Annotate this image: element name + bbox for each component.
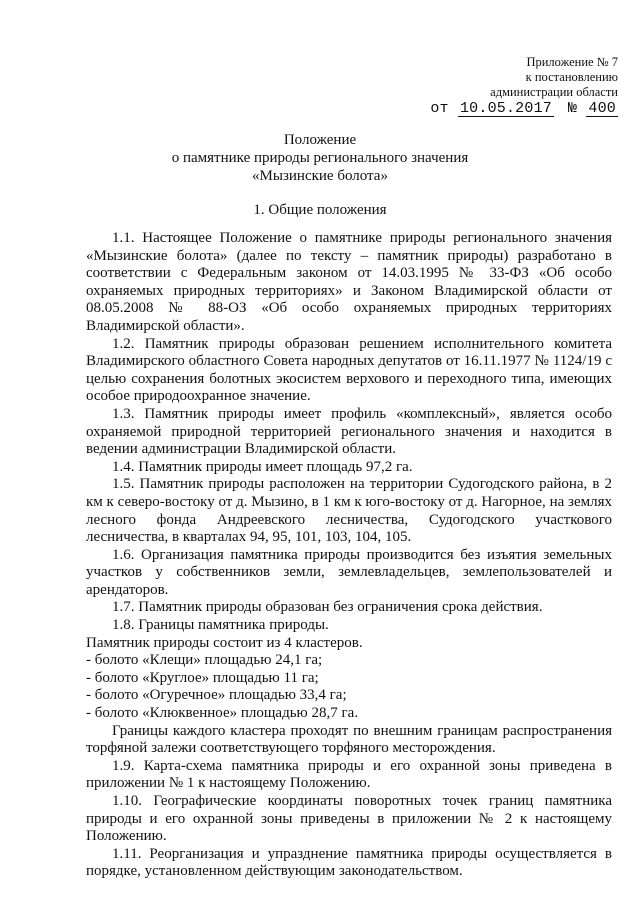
administration-label: администрации области bbox=[490, 85, 618, 99]
paragraph-1-10: 1.10. Географические координаты поворотных точек границ памятника природы и его охранной зоны приведены в приложении № 2 к настоящему Положению. bbox=[86, 793, 612, 845]
resolution-number: 400 bbox=[588, 100, 616, 117]
paragraph-1-6: 1.6. Организация памятника природы производится без изъятия земельных участков у собственников земли, землевладельцев, землепользователей и арендаторов. bbox=[86, 546, 612, 598]
document-subtitle: о памятнике природы регионального значения bbox=[171, 150, 469, 166]
paragraph-1-2: 1.2. Памятник природы образован решением исполнительного комитета Владимирского областного Совета народных депутатов от 16.11.1977 № 1124/19 с целью сохранения болотных экосистем верхового и переходного типа, имеющих особое природоохранное значение. bbox=[86, 335, 612, 405]
section-heading: 1. Общие положения bbox=[253, 202, 387, 218]
paragraph-1-5: 1.5. Памятник природы расположен на территории Судогодского района, в 2 км к северо-востоку от д. Мызино, в 1 км к юго-востоку от д. Нагорное, на землях лесного фонда Андреевского лесничества, Судогодского участкового лесничества, в кварталах 94, 95, 101, 103, 104, 105. bbox=[86, 476, 612, 546]
resolution-date-number bbox=[430, 100, 618, 117]
paragraph-1-9: 1.9. Карта-схема памятника природы и его охранной зоны приведена в приложении № 1 к настоящему Положению. bbox=[86, 757, 612, 792]
number-prefix: № bbox=[567, 100, 578, 117]
resolution-label: к постановлению bbox=[525, 70, 618, 84]
resolution-date: 10.05.2017 bbox=[459, 100, 552, 117]
paragraph-boundaries: Границы каждого кластера проходят по внешним границам распространения торфяной залежи соответствующего торфяного месторождения. bbox=[86, 722, 612, 757]
paragraph-1-3: 1.3. Памятник природы имеет профиль «комплексный», является особо охраняемой природной территорией регионального значения и находится в ведении администрации Владимирской области. bbox=[86, 405, 612, 458]
monument-name: «Мызинские болота» bbox=[252, 168, 388, 184]
paragraph-1-4: 1.4. Памятник природы имеет площадь 97,2 га. bbox=[112, 458, 413, 475]
paragraph-1-11: 1.11. Реорганизация и упразднение памятника природы осуществляется в порядке, установленном действующим законодательством. bbox=[86, 845, 612, 880]
section-body bbox=[86, 230, 612, 881]
paragraph-1-7: 1.7. Памятник природы образован без ограничения срока действия. bbox=[112, 599, 543, 616]
list-item: - болото «Клюквенное» площадью 28,7 га. bbox=[86, 705, 359, 722]
clusters-intro: Памятник природы состоит из 4 кластеров. bbox=[86, 634, 363, 651]
date-prefix: от bbox=[430, 100, 449, 117]
paragraph-1-8: 1.8. Границы памятника природы. bbox=[112, 617, 329, 634]
document-title: Положение bbox=[283, 132, 357, 148]
list-item: - болото «Круглое» площадью 11 га; bbox=[86, 669, 319, 686]
paragraph-1-1: 1.1. Настоящее Положение о памятнике природы регионального значения «Мызинские болота» (далее по тексту – памятник природы) разработано в соответствии с Федеральным законом от 14.03.1995 № 33-ФЗ «Об особо охраняемых природных территориях» и Законом Владимирской области от 08.05.2008 № 88-ОЗ «Об особо охраняемых природных территориях Владимирской области». bbox=[86, 230, 612, 334]
list-item: - болото «Огуречное» площадью 33,4 га; bbox=[86, 687, 347, 704]
appendix-label: Приложение № 7 bbox=[526, 55, 618, 69]
list-item: - болото «Клещи» площадью 24,1 га; bbox=[86, 652, 323, 669]
